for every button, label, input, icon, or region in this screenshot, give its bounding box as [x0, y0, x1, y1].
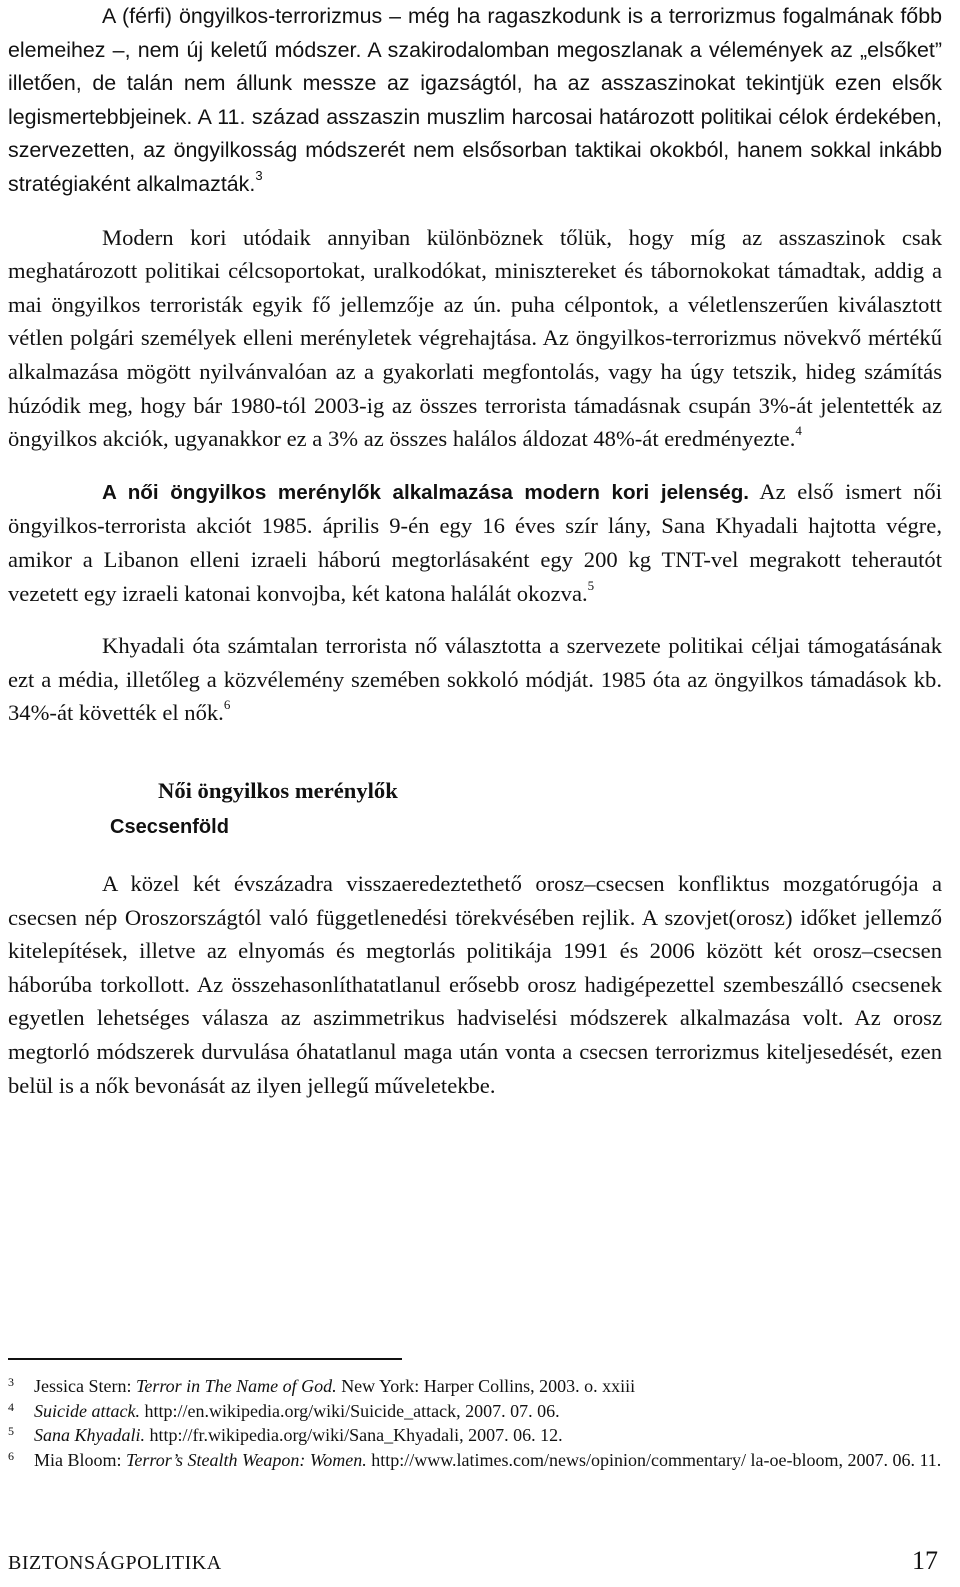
paragraph-women-text: Az első ismert női öngyilkos-terrorista akciót 1985. április 9-én egy 16 éves szír lány, Sana Khyadali hajtotta végre, amikor a Libanon elleni izraeli háború megtorlásaként egy 200 kg TNT-vel megrakott teherautót vezetett egy izraeli katonai konvojba, két katona halálát okozva.: [8, 478, 943, 606]
footnote-ref-3: 3: [255, 167, 263, 183]
footnote-item: [8, 1448, 942, 1473]
footnote-title: Suicide attack.: [34, 1400, 140, 1421]
paragraph-women: [8, 475, 942, 610]
footnote-title: Terror’s Stealth Weapon: Women.: [126, 1449, 367, 1470]
footnote-link: http://en.wikipedia.org/wiki/Suicide_attack, 2007. 07. 06.: [139, 1400, 560, 1421]
page-number: 17: [912, 1546, 938, 1575]
page-footer: [8, 1546, 938, 1576]
footnote-item: [8, 1399, 942, 1424]
journal-name: BIZTONSÁGPOLITIKA: [8, 1552, 222, 1574]
paragraph-intro-text: A (férfi) öngyilkos-terrorizmus – még ha ragaszkodunk is a terrorizmus fogalmának főbb elemeihez –, nem új keletű módszer. A szakirodalomban megoszlanak a vélemények az „elsőket” illetően, de talán nem állunk messze az igazságtól, ha az asszaszinokat tekintjük ezen elsők legismertebbjeinek. A 11. század asszaszin muszlim harcosai határozott politikai célok érdekében, szervezetten, az öngyilkosság módszerét nem elsősorban taktikai okokból, hanem sokkal inkább stratégiaként alkalmazták.: [8, 4, 942, 196]
paragraph-intro: [8, 0, 942, 202]
main-content: [8, 0, 942, 1102]
footnote-text: New York: Harper Collins, 2003. o. xxiii: [336, 1376, 636, 1396]
paragraph-modern: [8, 221, 942, 456]
paragraph-khyadali-text: Khyadali óta számtalan terrorista nő választotta a szervezete politikai céljai támogatásának ezt a média, illetőleg a közvélemény szemében sokkoló módját. 1985 óta az öngyilkos támadások kb. 34%-át követték el nők.: [8, 633, 942, 726]
paragraph-chechnya-text: A közel két évszázadra visszaeredeztethető orosz–csecsen konfliktus mozgatórugója a csecsen nép Oroszországtól való függetlenedési törekvésében rejlik. A szovjet(orosz) időket jellemző kitelepítések, illetve az elnyomás és megtorlás politikája 1991 és 2006 között két orosz–csecsen háborúba torkollott. Az összehasonlíthatatlanul erősebb orosz hadigépezettel szembeszálló csecsenek egyetlen lehetséges válasza az aszimmetrikus hadviselési módszerek alkalmazása volt. Az orosz megtorló módszerek durvulása óhatatlanul maga után vonta a csecsen terrorizmus kiteljesedését, ezen belül is a nők bevonását az ilyen jellegű műveletekbe.: [8, 871, 942, 1098]
footnote-item: [8, 1374, 942, 1399]
footnote-link: http://fr.wikipedia.org/wiki/Sana_Khyadali, 2007. 06. 12.: [145, 1425, 563, 1445]
footnote-divider: [8, 1358, 402, 1360]
subsection-heading: Csecsenföld: [110, 816, 229, 839]
paragraph-chechnya: [8, 867, 942, 1102]
footnote-item: [8, 1423, 942, 1448]
footnote-ref-4: 4: [795, 423, 802, 439]
section-heading: Női öngyilkos merénylők: [158, 777, 398, 803]
paragraph-women-bold-lead: A női öngyilkos merénylők alkalmazása modern kori jelenség.: [102, 480, 750, 504]
paragraph-khyadali: [8, 629, 942, 730]
footnote-title: Sana Khyadali.: [34, 1425, 145, 1445]
footnote-number: 3: [8, 1375, 14, 1389]
paragraph-modern-text: Modern kori utódaik annyiban különböznek tőlük, hogy míg az asszaszinok csak meghatározott politikai célcsoportokat, uralkodókat, minisztereket és tábornokokat támadtak, addig a mai öngyilkos terroristák egyik fő jellemzője az ún. puha célpontok, a véletlenszerűen kiválasztott vétlen polgári személyek elleni merényletek végrehajtása. Az öngyilkos-terrorizmus növekvő mértékű alkalmazása mögött nyilvánvalóan az a gyakorlati megfontolás, vagy ha úgy tetszik, hideg számítás húzódik meg, hogy bár 1980-tól 2003-ig az összes terrorista támadásnak csupán 3%-át jelentették az öngyilkos akciók, ugyanakkor ez a 3% az összes halálos áldozat 48%-át eredményezte.: [8, 224, 942, 452]
footnote-number: 4: [8, 1399, 14, 1414]
footnote-title: Terror in The Name of God.: [135, 1376, 337, 1396]
footnote-text: Mia Bloom:: [34, 1449, 127, 1470]
footnote-text: Jessica Stern:: [34, 1376, 136, 1396]
footnote-link: http://www.latimes.com/news/opinion/commentary/ la-oe-bloom, 2007. 06. 11.: [366, 1449, 942, 1470]
footnote-ref-6: 6: [223, 697, 231, 713]
footnote-number: 5: [8, 1424, 14, 1438]
footnote-ref-5: 5: [587, 577, 595, 593]
footnotes: [8, 1358, 942, 1472]
footnote-number: 6: [8, 1448, 14, 1463]
